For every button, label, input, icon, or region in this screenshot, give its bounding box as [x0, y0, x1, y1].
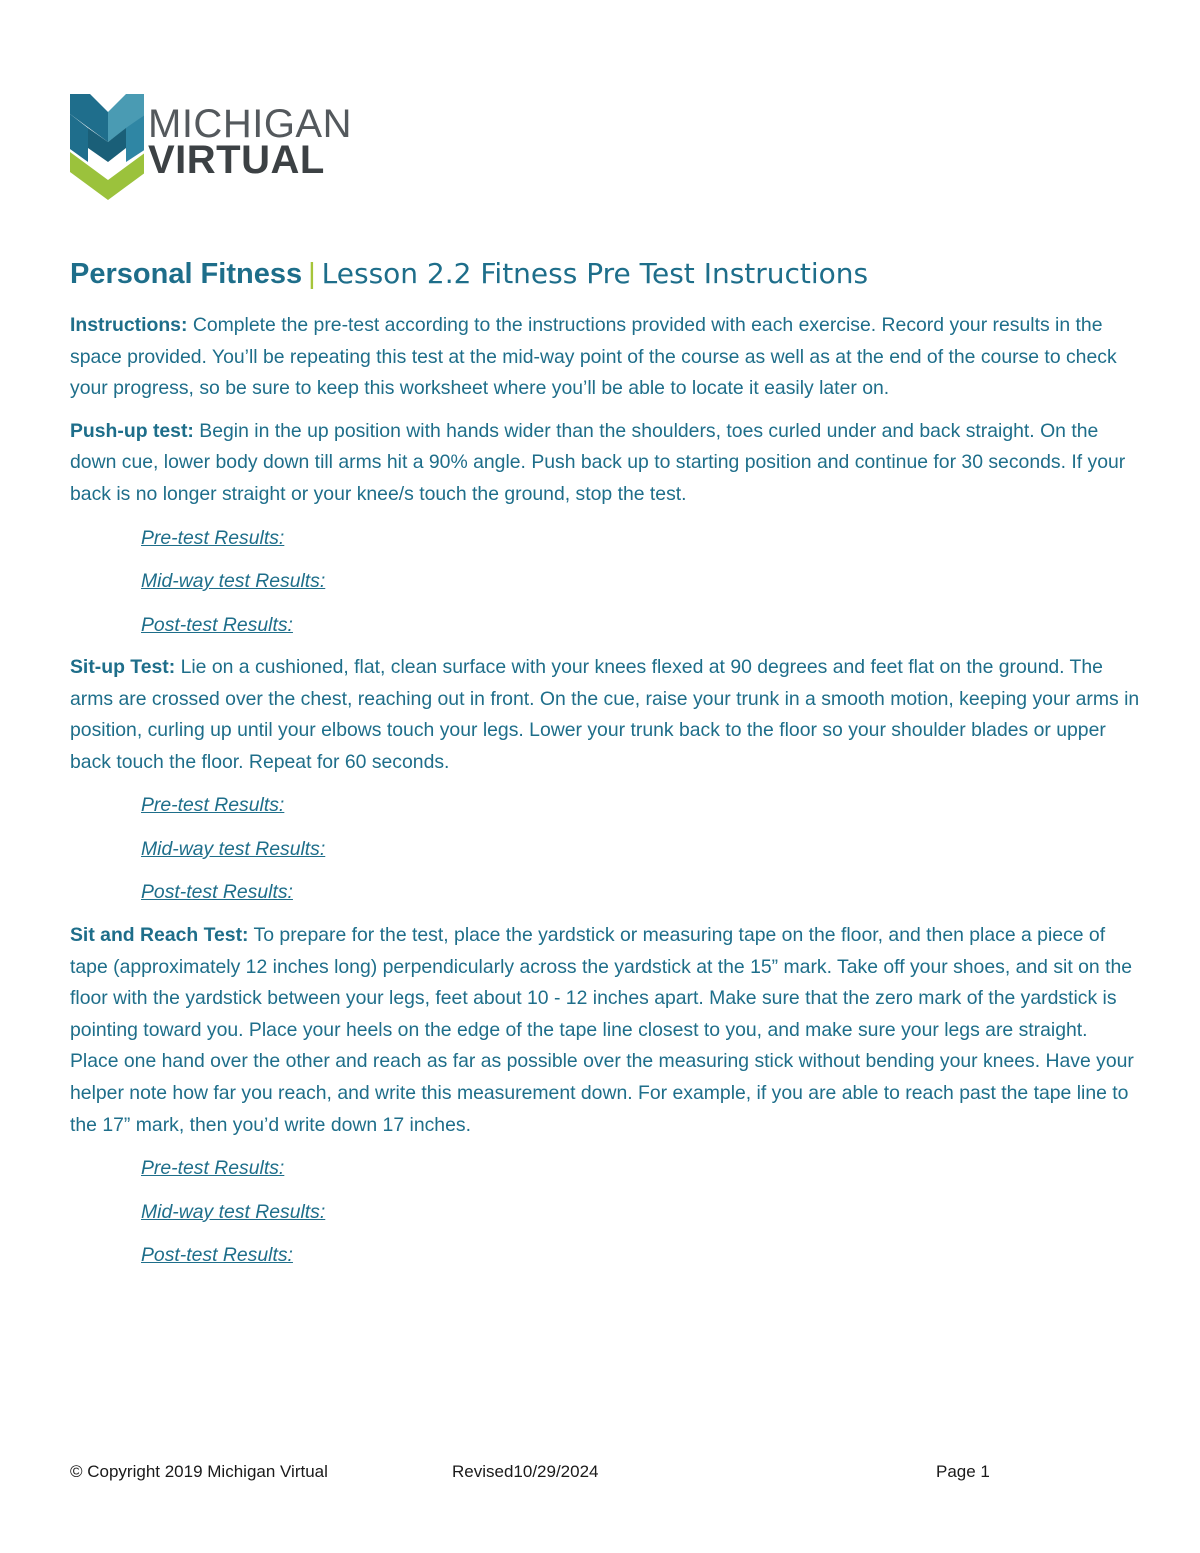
document-body [70, 310, 1140, 1283]
course-name: Personal Fitness [70, 258, 303, 290]
pushup-test-paragraph [70, 416, 1140, 511]
instructions-text: Complete the pre-test according to the instructions provided with each exercise. Record your results in the space provided. You’ll be repeating this test at the mid-way point of the course as well as at the end of the course to check your progress, so be sure to keep this worksheet where you’ll be able to locate it easily later on. [70, 314, 1117, 400]
pushup-test-label: Push-up test: [70, 419, 194, 442]
instructions-paragraph [70, 310, 1140, 405]
situp-test-text: Lie on a cushioned, flat, clean surface with your knees flexed at 90 degrees and feet flat on the ground. The arms are crossed over the chest, reaching out in front. On the cue, raise your trunk in a smooth motion, keeping your arms in position, curling up until your elbows touch your legs. Lower your trunk back to the floor so your shoulder blades or upper back touch the floor. Repeat for 60 seconds. [70, 656, 1140, 773]
footer-page-number: Page 1 [936, 1462, 990, 1481]
sit-reach-results-list [70, 1152, 1140, 1271]
situp-mid-way-results[interactable]: Mid-way test Results: [141, 837, 326, 860]
footer-revised-date: Revised10/29/2024 [452, 1462, 599, 1481]
page-title [70, 256, 1140, 292]
logo-word-virtual: VIRTUAL [148, 138, 325, 182]
sit-reach-test-label: Sit and Reach Test: [70, 923, 249, 946]
sit-reach-mid-way-results[interactable]: Mid-way test Results: [141, 1200, 326, 1223]
situp-results-list [70, 789, 1140, 908]
pushup-mid-way-results[interactable]: Mid-way test Results: [141, 570, 326, 593]
sit-reach-test-text: To prepare for the test, place the yardstick or measuring tape on the floor, and then place a piece of tape (approximately 12 inches long) perpendicularly across the yardstick at the 15” mark. Take off your shoes, and sit on the floor with the yardstick between your legs, feet about 10 - 12 inches apart. Make sure that the zero mark of the yardstick is pointing toward you. Place your heels on the edge of the tape line closest to you, and make sure your legs are straight. Place one hand over the other and reach as far as possible over the measuring stick without bending your knees. Have your helper note how far you reach, and write this measurement down. For example, if you are able to reach past the tape line to the 17” mark, then you’d write down 17 inches. [70, 923, 1134, 1136]
pushup-post-test-results[interactable]: Post-test Results: [141, 613, 293, 636]
situp-post-test-results[interactable]: Post-test Results: [141, 881, 293, 904]
sit-reach-test-paragraph [70, 920, 1140, 1141]
pushup-pre-test-results[interactable]: Pre-test Results: [141, 526, 285, 549]
logo-mark-icon [68, 92, 144, 207]
lesson-title: Lesson 2.2 Fitness Pre Test Instructions [321, 257, 869, 290]
sit-reach-post-test-results[interactable]: Post-test Results: [141, 1244, 293, 1267]
logo-word-michigan: MICHIGAN [148, 102, 352, 146]
situp-test-paragraph [70, 652, 1140, 778]
instructions-label: Instructions: [70, 314, 188, 336]
pushup-results-list [70, 522, 1140, 641]
pushup-test-text: Begin in the up position with hands wider than the shoulders, toes curled under and back straight. On the down cue, lower body down till arms hit a 90% angle. Push back up to starting position and continue for 30 seconds. If your back is no longer straight or your knee/s touch the ground, stop the test. [70, 419, 1126, 505]
page-footer [70, 1460, 1070, 1484]
situp-pre-test-results[interactable]: Pre-test Results: [141, 794, 285, 817]
michigan-virtual-logo [68, 92, 368, 207]
sit-reach-pre-test-results[interactable]: Pre-test Results: [141, 1157, 285, 1180]
situp-test-label: Sit-up Test: [70, 656, 176, 679]
title-separator: | [308, 258, 316, 290]
footer-copyright: © Copyright 2019 Michigan Virtual [70, 1462, 328, 1481]
